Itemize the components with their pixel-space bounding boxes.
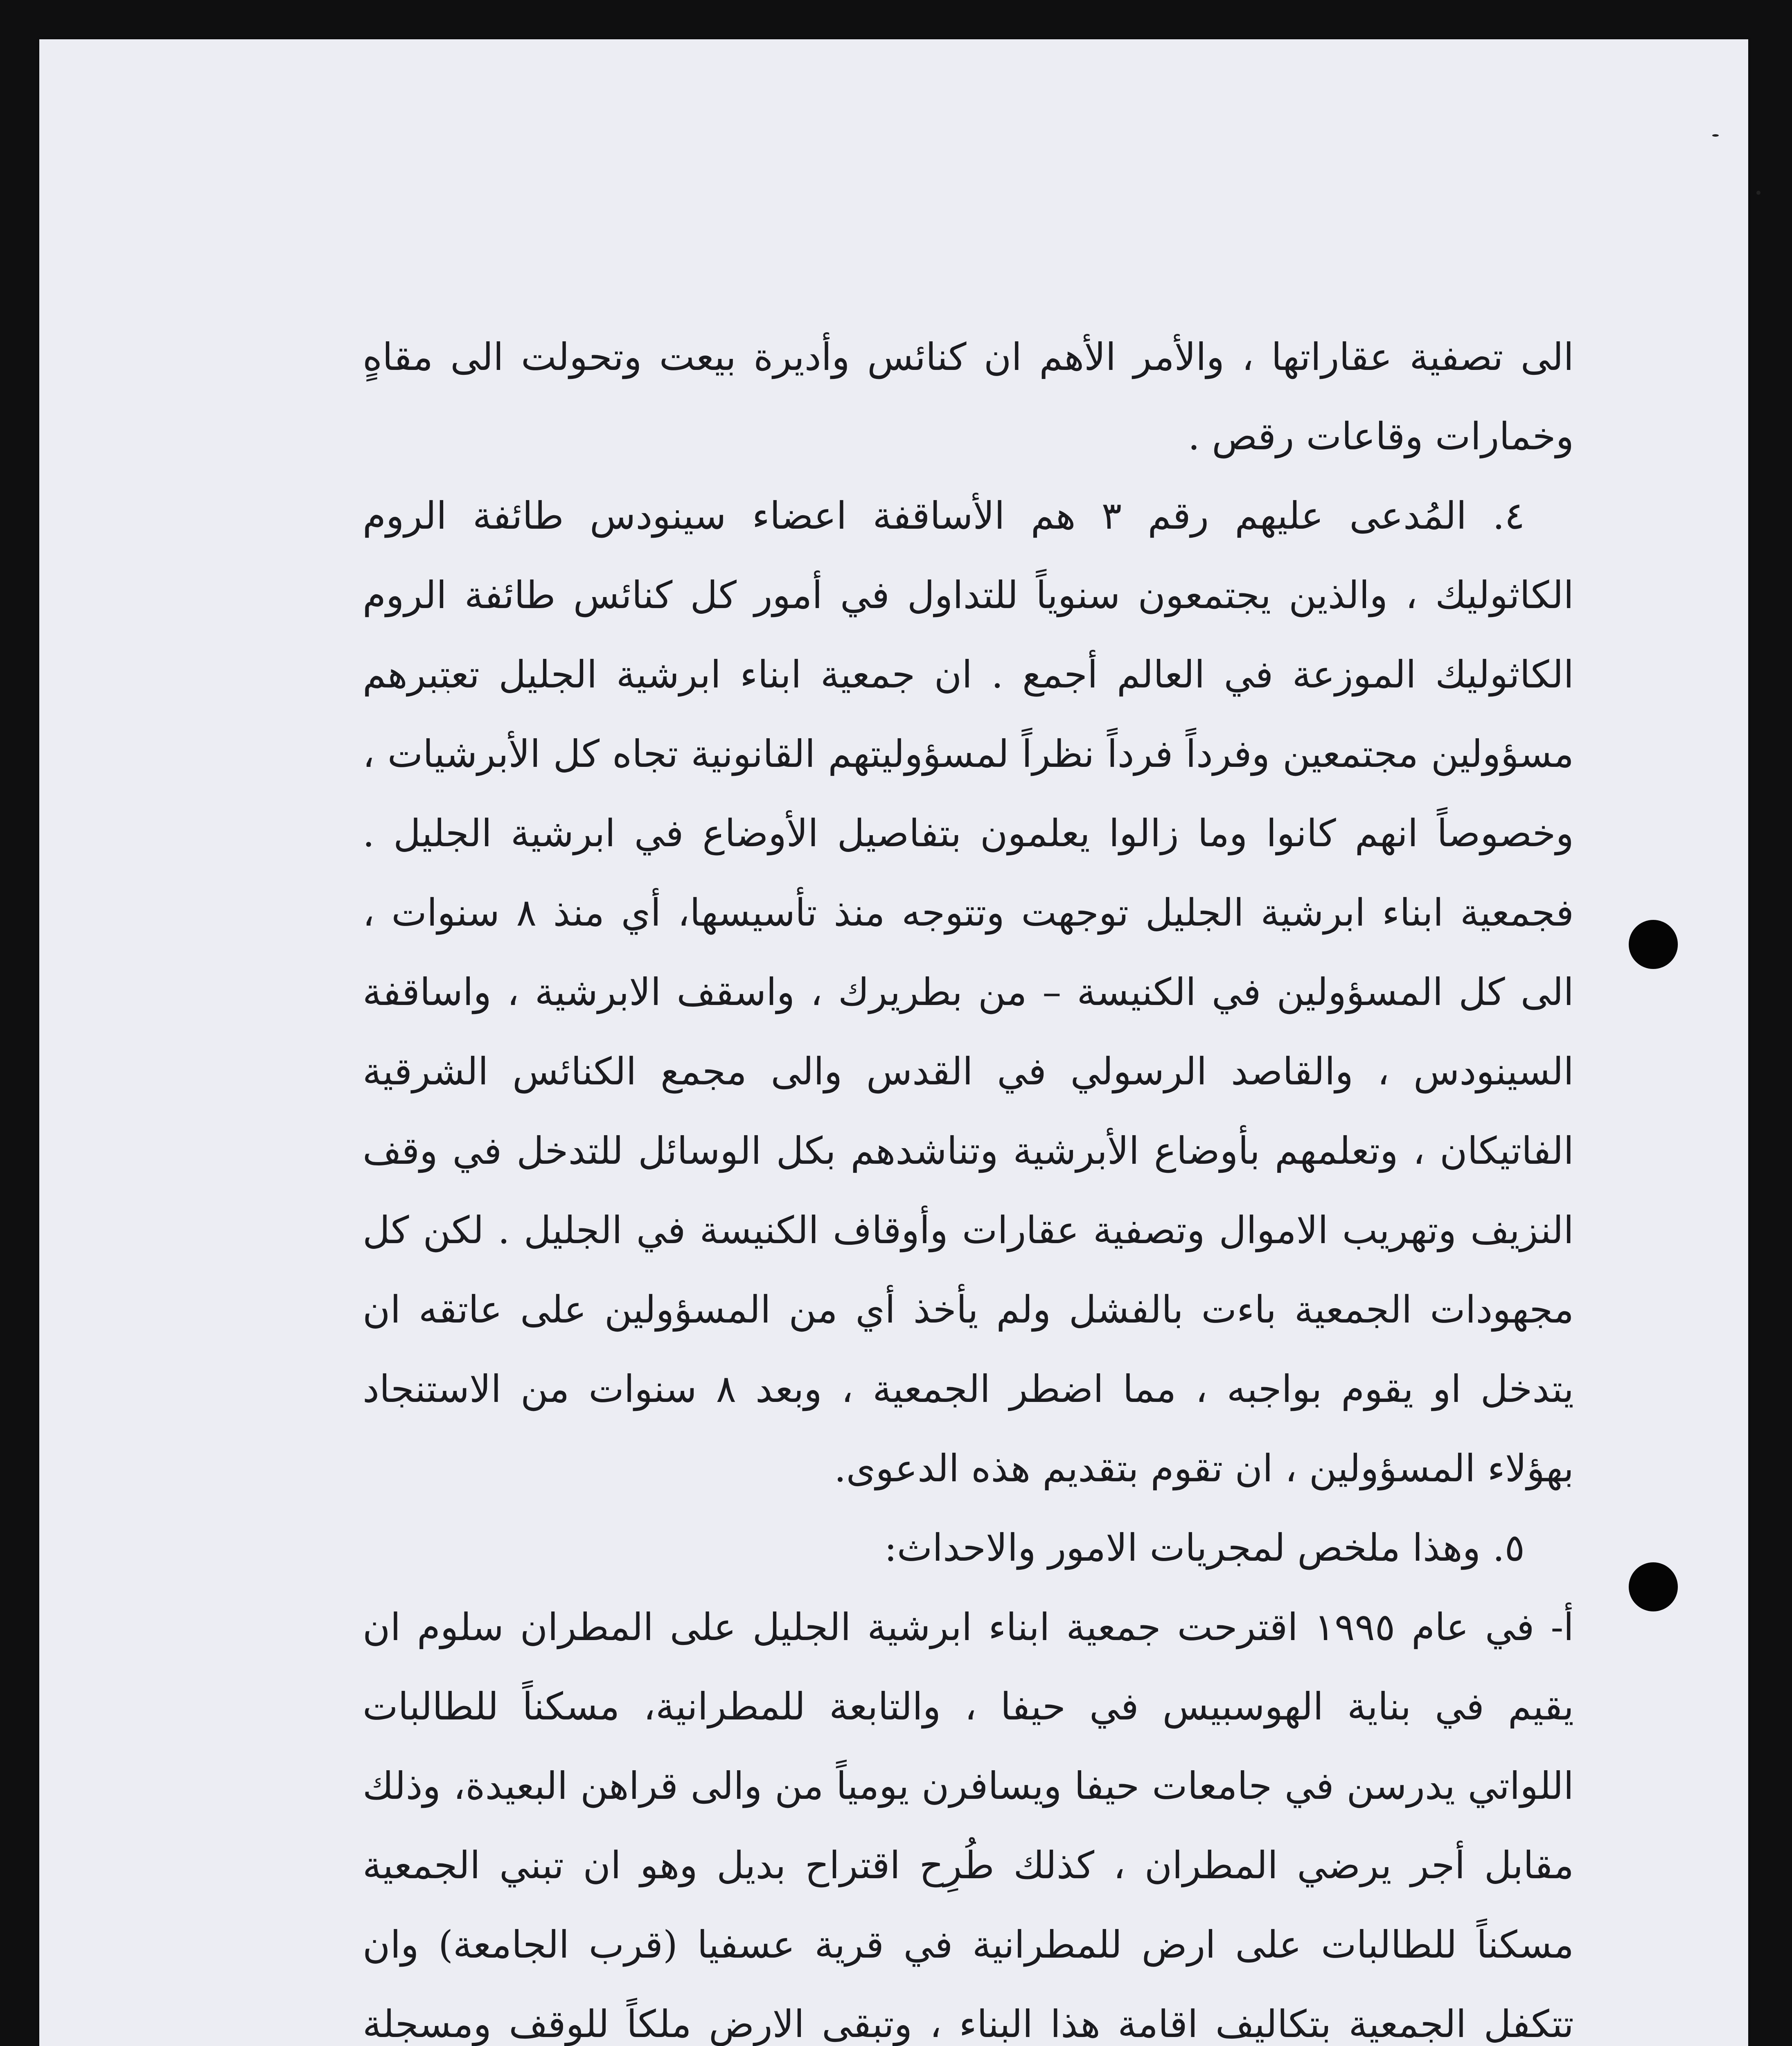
punch-hole — [1629, 920, 1678, 969]
paragraph-item-5: ٥. وهذا ملخص لمجريات الامور والاحداث: — [884, 1526, 1525, 1570]
body-text — [363, 318, 1574, 2046]
paragraph-item-5a: أ- في عام ١٩٩٥ اقترحت جمعية ابناء ابرشية الجليل على المطران سلوم ان يقيم في بناية الهوسبيس في حيفا ، والتابعة للمطرانية، مسكناً للطالبات اللواتي يدرسن في جامعات حيفا ويسافرن يومياً من والى قراهن البعيدة، وذلك مقابل أجر يرضي المطران ، كذلك طُرِح اقتراح بديل وهو ان تبني الجمعية مسكناً للطالبات على ارض للمطرانية في قرية عسفيا (قرب الجامعة) وان تتكفل الجمعية بتكاليف اقامة هذا البناء ، وتبقى الارض ملكاً للوقف ومسجلة — [363, 1605, 1574, 2046]
scan-speck — [1712, 134, 1719, 137]
paragraph-continuation: الى تصفية عقاراتها ، والأمر الأهم ان كنائس وأديرة بيعت وتحولت الى مقاهٍ وخمارات وقاعات رقص . — [363, 335, 1574, 458]
paragraph-item-4: ٤. المُدعى عليهم رقم ٣ هم الأساقفة اعضاء سينودس طائفة الروم الكاثوليك ، والذين يجتمعون سنوياً للتداول في أمور كل كنائس طائفة الروم الكاثوليك الموزعة في العالم أجمع . ان جمعية ابناء ابرشية الجليل تعتبرهم مسؤولين مجتمعين وفرداً فرداً نظراً لمسؤوليتهم القانونية تجاه كل الأبرشيات ، وخصوصاً انهم كانوا وما زالوا يعلمون بتفاصيل الأوضاع في ابرشية الجليل . فجمعية ابناء ابرشية الجليل توجهت وتتوجه منذ تأسيسها، أي منذ ٨ سنوات ، الى كل المسؤولين في الكنيسة – من بطريرك ، واسقف الابرشية ، واساقفة السينودس ، والقاصد الرسولي في القدس والى مجمع الكنائس الشرقية الفاتيكان ، وتعلمهم بأوضاع الأبرشية وتناشدهم بكل الوسائل للتدخل في وقف النزيف وتهريب الاموال وتصفية عقارات وأوقاف الكنيسة في الجليل . لكن كل مجهودات الجمعية باءت بالفشل ولم يأخذ أي من المسؤولين على عاتقه ان يتدخل او يقوم بواجبه ، مما اضطر الجمعية ، وبعد ٨ سنوات من الاستنجاد بهؤلاء المسؤولين ، ان تقوم بتقديم هذه الدعوى. — [363, 494, 1574, 1490]
document-page — [39, 39, 1748, 2046]
scan-speck — [1756, 191, 1760, 195]
punch-hole — [1629, 1562, 1678, 1611]
